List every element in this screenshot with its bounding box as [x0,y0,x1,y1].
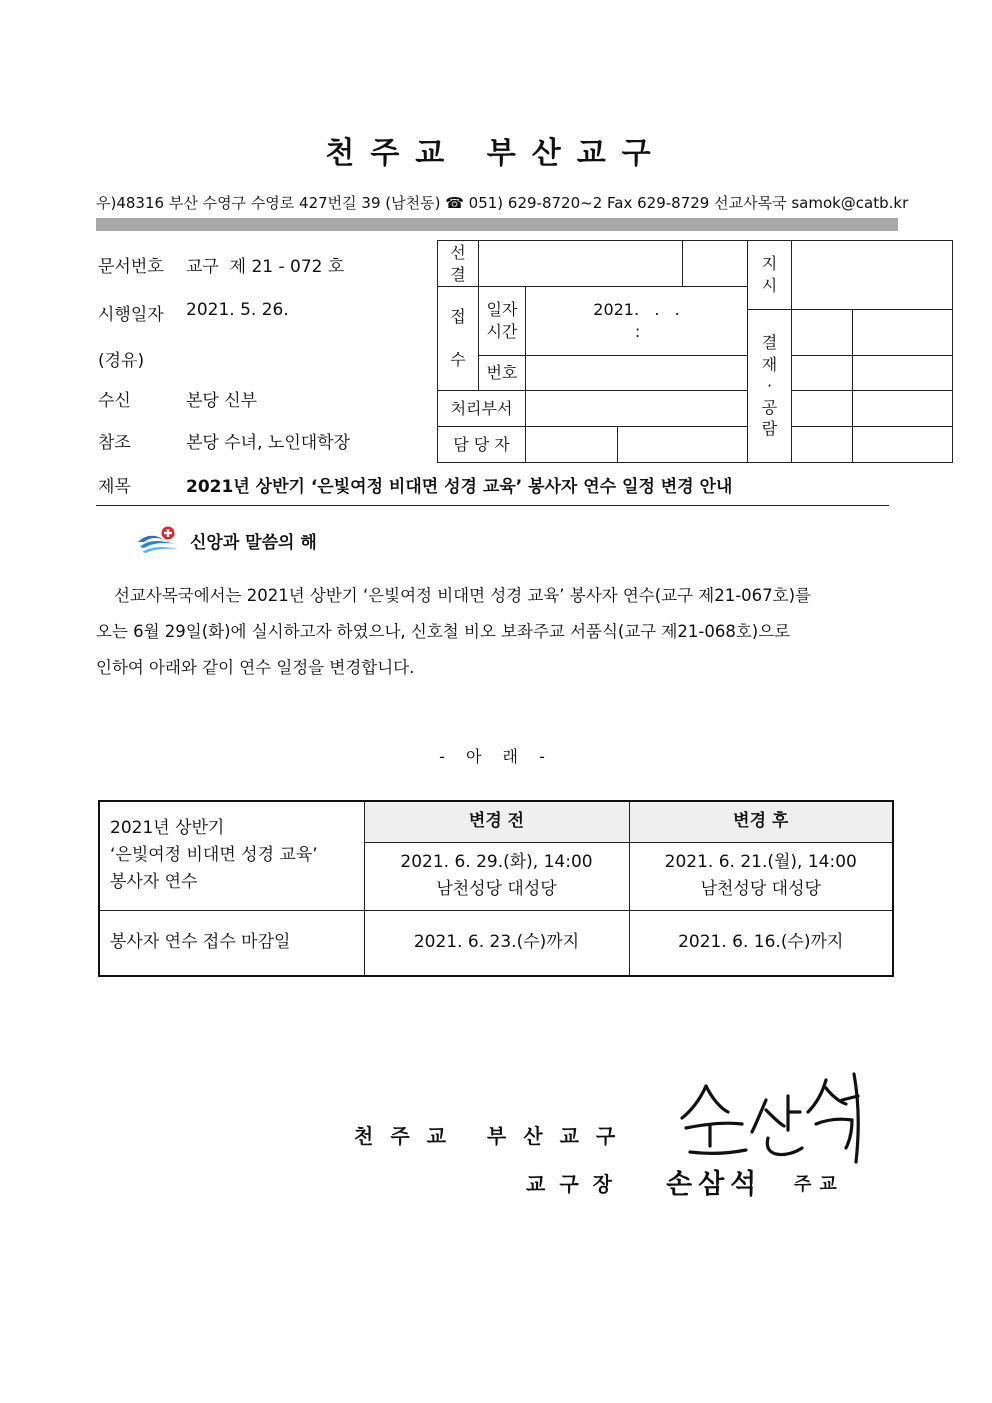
recipient-value: 본당 신부 [186,391,258,411]
signature-name: 손삼석 [666,1169,763,1200]
approval-ji-cell: 지 시 [748,241,792,310]
approval-number-value [526,356,748,391]
approval-dept-value [526,391,748,427]
approval-table [437,240,953,463]
handwritten-signature [676,1066,876,1180]
signature-title: 교구장 [526,1172,626,1196]
subject-value: 2021년 상반기 ‘은빛여정 비대면 성경 교육’ 봉사자 연수 일정 변경 안내 [186,477,733,497]
body-line-1: 선교사목국에서는 2021년 상반기 ‘은빛여정 비대면 성경 교육’ 봉사자 연수(교구 제21-067호)를 [114,586,811,605]
approval-seon-cell: 선 결 [438,241,479,287]
approval-grid-r2c2 [853,356,953,391]
approval-date-time-labels: 일자 시간 [479,287,526,356]
sender-address: 우)48316 부산 수영구 수영로 427번길 39 (남천동) ☎ 051) 629-8720~2 Fax 629-8729 선교사목국 samok@catb.kr [96,194,909,212]
approval-grid-r1c1 [792,310,853,356]
body-line-3: 인하여 아래와 같이 연수 일정을 변경합니다. [96,658,415,677]
diocese-wave-cross-icon [136,526,180,560]
schedule-before-header: 변경 전 [364,801,629,842]
schedule-row2-label: 봉사자 연수 접수 마감일 [99,910,364,976]
approval-person-label: 담 당 자 [438,427,526,463]
approval-grid-r3c1 [792,391,853,427]
schedule-after-header: 변경 후 [629,801,893,842]
doc-number-label: 문서번호 [98,257,164,277]
subject-underline [96,505,889,506]
schedule-after-value: 2021. 6. 21.(월), 14:00 남천성당 대성당 [629,842,893,910]
schedule-row1-label: 2021년 상반기 ‘은빛여정 비대면 성경 교육’ 봉사자 연수 [99,801,364,910]
doc-number-value: 교구 제 21 - 072 호 [186,257,345,277]
body-line-2: 오는 6월 29일(화)에 실시하고자 하였으나, 신호철 비오 보좌주교 서품식(교구 제21-068호)으로 [96,622,791,641]
approval-grid-r4c1 [792,427,853,463]
approval-seon-blank-2 [683,241,748,287]
reference-value: 본당 수녀, 노인대학장 [186,433,351,453]
via-label: (경유) [98,351,145,371]
document-title: 천주교 부산교구 [325,136,667,171]
below-heading: - 아 래 - [439,747,553,766]
subject-label: 제목 [98,477,131,497]
approval-grid-r2c1 [792,356,853,391]
signature-organization: 천주교 부산교구 [354,1124,633,1148]
schedule-row2-after: 2021. 6. 16.(수)까지 [629,910,893,976]
motto-text: 신앙과 말씀의 해 [190,533,317,553]
approval-person-value-2 [618,427,748,463]
schedule-table [98,800,894,977]
reference-label: 참조 [98,433,131,453]
schedule-before-value: 2021. 6. 29.(화), 14:00 남천성당 대성당 [364,842,629,910]
recipient-label: 수신 [98,391,131,411]
approval-grid-r1c2 [853,310,953,356]
approval-gyeoljae-cell: 결 재 · 공 람 [748,310,792,463]
issue-date-value: 2021. 5. 26. [186,300,289,320]
approval-grid-r3c2 [853,391,953,427]
approval-number-label: 번호 [479,356,526,391]
approval-jeop-cell: 접 수 [438,287,479,391]
header-divider-bar [96,218,898,231]
approval-dept-label: 처리부서 [438,391,526,427]
issue-date-label: 시행일자 [98,305,164,325]
approval-grid-r4c2 [853,427,953,463]
schedule-row2-before: 2021. 6. 23.(수)까지 [364,910,629,976]
approval-person-value-1 [526,427,618,463]
signature-suffix: 주교 [794,1174,845,1195]
approval-ji-blank [792,241,953,310]
body-paragraph [96,578,896,686]
approval-seon-blank-1 [479,241,683,287]
approval-date-time-values: 2021. . . : [526,287,748,356]
